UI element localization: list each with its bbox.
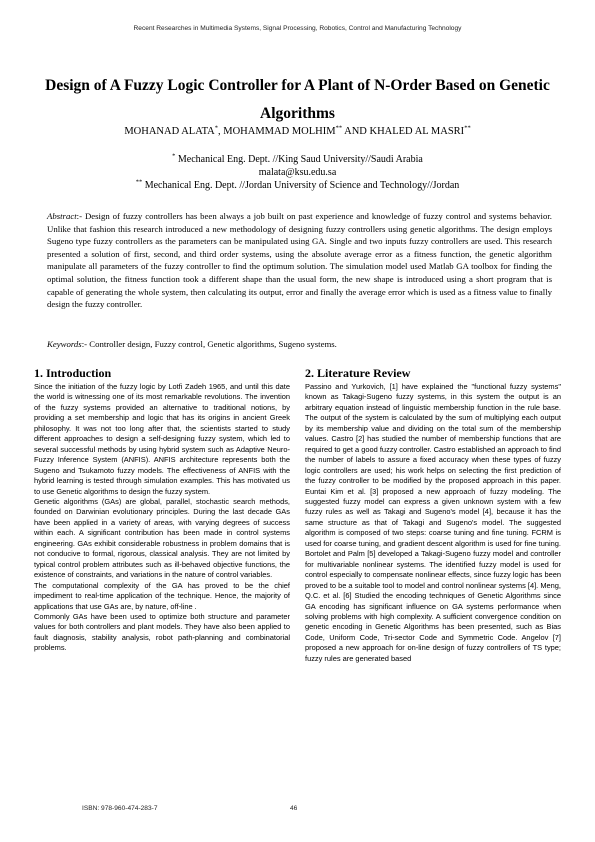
section-heading: 1. Introduction [34,366,112,380]
affiliation-email [40,166,555,179]
abstract [47,210,552,311]
keywords-text: Controller design, Fuzzy control, Genetic algorithms, Sugeno systems. [89,339,337,349]
email-text: malata@ksu.edu.sa [258,167,337,178]
author-mark: * [214,124,219,132]
author-list [30,125,565,139]
running-head: Recent Researches in Multimedia Systems, Signal Processing, Robotics, Control and Manufacturing Technology [133,25,462,32]
paragraph: Commonly GAs have been used to optimize both structure and parameter values for both controllers and plant models. They have also been applied to fault diagnosis, stability analysis, robot path-planning and combinatorial problems. [34,611,290,653]
abstract-sep: :- [76,211,85,221]
keywords-label: Keywords [47,339,82,349]
paper-title: Design of A Fuzzy Logic Controller for A Plant of N-Order Based on Genetic Algorithms [45,77,550,122]
affiliation-text: Mechanical Eng. Dept. //Jordan University of Science and Technology//Jordan [142,180,460,191]
keywords-sep: :- [81,339,90,349]
keywords [47,338,552,350]
author-name: KHALED AL MASRI [369,126,465,137]
section-literature-review [305,366,561,664]
affiliation-line [40,179,555,192]
paragraph: Genetic algorithms (GAs) are global, parallel, stochastic search methods, founded on Darwinian evolutionary principles. During the last decade GAs have been applied in a variety of areas, with varying degrees of success within each. A significant contribution has been made in control systems engineering. GAs exhibit considerable robustness in problem domains that is not conducive to formal, rigorous, classical analysis. They are not limited by typical control problem attributes such as ill-behaved objective functions, the existence of constraints, and variations in the nature of control variables. [34,496,290,580]
section-heading: 2. Literature Review [305,366,411,380]
abstract-text: Design of fuzzy controllers has been always a job built on past experience and knowledge of fuzzy control and systems behavior. Unlike that fashion this research introduced a new methodology of designing fuzzy controllers using genetic algorithms. The design employs Sugeno type fuzzy controllers as the parameters can be manipulated using GA. Single and two inputs fuzzy controllers are used. This research presented a solution of first, second, and third order systems, using the absolute average error as a fitness function, the genetic algorithm manipulate all parameters of the fuzzy controller to find the optimum solution. The simulation model used Matlab GA toolbox for finding the optimal solution, the fitness function took a different shape than the usual form, the new shape is introduced using a short program that is capable of generating the whole system, then calculating its output, error and finally the average error which is used as a fitness value to finally design the fuzzy controller. [47,211,552,310]
abstract-label: Abstract [47,211,77,221]
paragraph: Passino and Yurkovich, [1] have explained the "functional fuzzy systems" known as Takagi-Sugeno fuzzy systems, in this system the output is an arbitrary equation instead of linguistic membership function in the rule base. The output of the system is calculated by the sum of multiplying each output by its membership value and dividing on the total sum of the membership values. Castro [2] has studied the number of membership functions that are required to get a good fuzzy controller. Castro established an approach to find the number of labels to assure a fixed accuracy when these types of fuzzy logic controllers are used; his work helps on selecting the first prediction of the fuzzy controller to be modified by the proposed approach in this paper. Euntai Kim et al. [3] proposed a new approach of fuzzy modeling. The suggested fuzzy model can express a given unknown system with a few fuzzy rules as well as Takagi and Sugeno's model [4], because it has the same structure as that of Takagi and Sugeno's model. The suggested algorithm is composed of two steps: coarse tuning and fine tuning. FCRM is used for coarse tuning, and gradient descent algorithm is used for fine tuning. Bortolet and Palm [5] developed a Takagi-Sugeno fuzzy model and controller for multivariable nonlinear systems. The identified fuzzy model is used for control especially to compensate nonlinear effects, since fuzzy logic has been proved to be a suitable tool to model and control nonlinear systems [4]. Meng, Q.C. et al. [6] Studied the encoding techniques of Genetic Algorithms since GA encoding has significant influence on GA systems performance when solving problems with high complexity. A sufficient convergence condition on genetic encoding in Genetic Algorithms has been presented, such as Bias Code, Uniform Code, Tri-sector Code and Symmetric Code. Angelov [7] proposed a new approach for on-line design of fuzzy controllers of TS type; fuzzy rules are generated based [305,382,561,663]
affiliation-line [40,153,555,166]
affiliation-mark: ** [135,178,143,186]
affiliation-text: Mechanical Eng. Dept. //King Saud University//Saudi Arabia [175,154,423,165]
isbn: ISBN: 978-960-474-283-7 [82,805,158,812]
author-name: MOHANAD ALATA [124,126,215,137]
author-name: MOHAMMAD MOLHIM [223,126,336,137]
author-mark: ** [464,124,471,132]
paragraph: Since the initiation of the fuzzy logic by Lotfi Zadeh 1965, and until this date the world is witnessing one of its most remarkable revolutions. The invention of the fuzzy systems provided an alternative to traditional notions, by providing a set membership and logic that has its origins in ancient Greek philosophy. It was not too long after that, the scientists started to study different approaches to design a self-designing fuzzy system, which led to several successful methods by using hybrid system such as Adaptive Neuro-Fuzzy Inference System (ANFIS). ANFIS architecture represents both the Sugeno and Tsukamoto fuzzy models. The effectiveness of ANFIS with the hybrid learning is tested through simulation examples. This has motivated us to use Genetic algorithms to design the fuzzy system. [34,382,290,496]
author-separator: AND [342,126,370,137]
page-number: 46 [290,805,298,812]
author-mark: ** [335,124,343,132]
affiliation-mark: * [172,152,176,160]
section-introduction [34,366,290,654]
paragraph: The computational complexity of the GA has proved to be the chief impediment to real-time application of the technique. Hence, the majority of applications that use GAs are, by nature, off-line . [34,580,290,611]
author-separator: , [218,126,224,137]
